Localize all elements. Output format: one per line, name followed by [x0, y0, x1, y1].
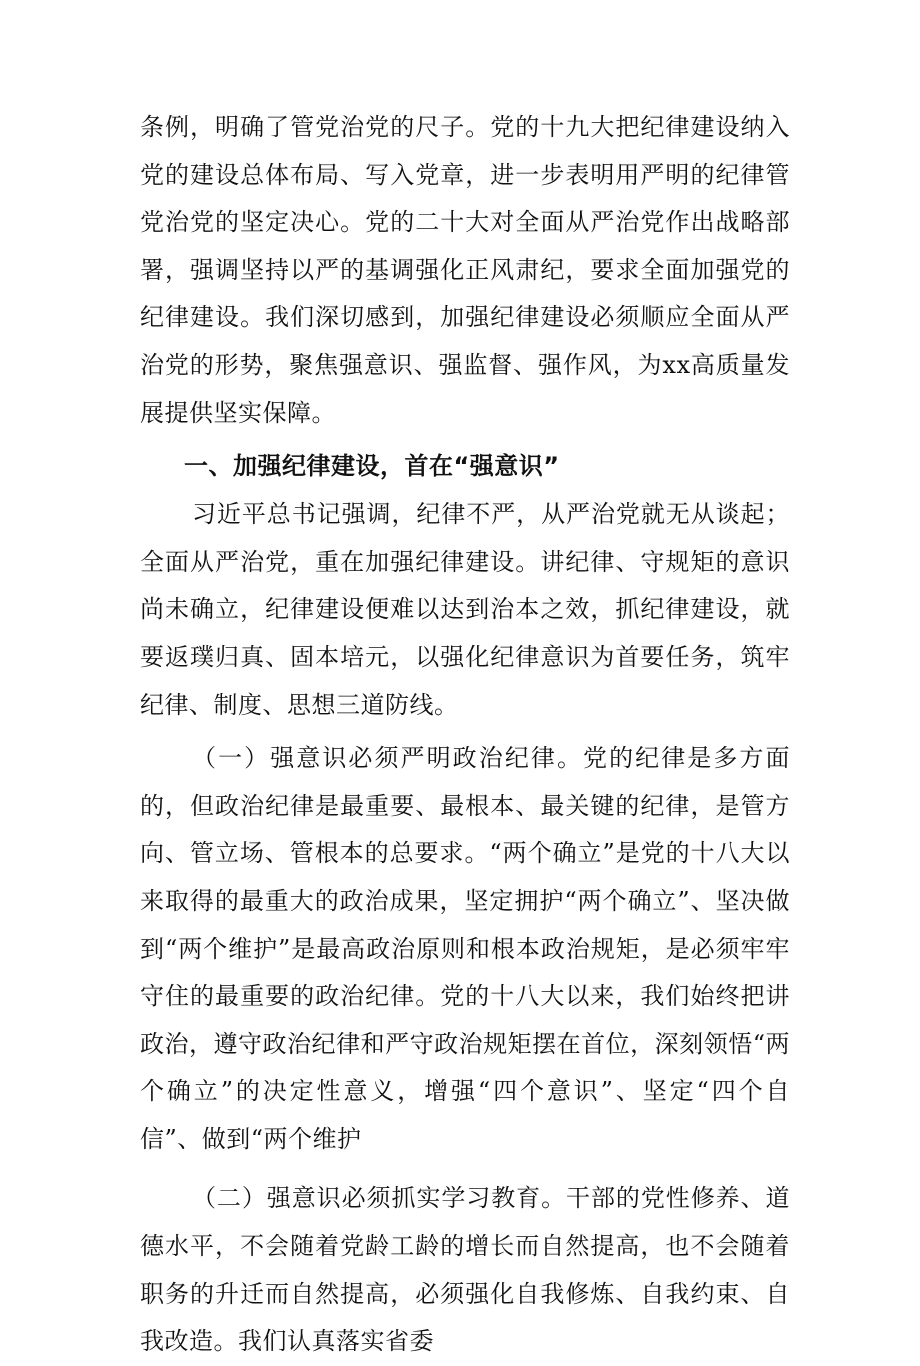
section-heading-1: 一、加强纪律建设，首在“强意识” [184, 452, 560, 481]
paragraph-intro: 条例，明确了管党治党的尺子。党的十九大把纪律建设纳入党的建设总体布局、写入党章，进一步表明用严明的纪律管党治党的坚定决心。党的二十大对全面从严治党作出战略部署，强调坚持以严的基调强化正风肃纪，要求全面加强党的纪律建设。我们深切感到，加强纪律建设必须顺应全面从严治党的形势，聚焦强意识、强监督、强作风，为xx高质量发展提供坚实保障。 [140, 113, 790, 427]
document-page [140, 104, 790, 1366]
paragraph-section-1: 习近平总书记强调，纪律不严，从严治党就无从谈起；全面从严治党，重在加强纪律建设。讲纪律、守规矩的意识尚未确立，纪律建设便难以达到治本之效，抓纪律建设，就要返璞归真、固本培元，以强化纪律意识为首要任务，筑牢纪律、制度、思想三道防线。 [140, 500, 790, 719]
paragraph-subsection-2: （二）强意识必须抓实学习教育。干部的党性修养、道德水平，不会随着党龄工龄的增长而自然提高，也不会随着职务的升迁而自然提高，必须强化自我修炼、自我约束、自我改造。我们认真落实省委 [140, 1184, 790, 1356]
paragraph-subsection-1: （一）强意识必须严明政治纪律。党的纪律是多方面的，但政治纪律是最重要、最根本、最关键的纪律，是管方向、管立场、管根本的总要求。“两个确立”是党的十八大以来取得的最重大的政治成果，坚定拥护“两个确立”、坚决做到“两个维护”是最高政治原则和根本政治规矩，是必须牢牢守住的最重要的政治纪律。党的十八大以来，我们始终把讲政治，遵守政治纪律和严守政治规矩摆在首位，深刻领悟“两个确立”的决定性意义，增强“四个意识”、坚定“四个自信”、做到“两个维护 [140, 744, 790, 1153]
